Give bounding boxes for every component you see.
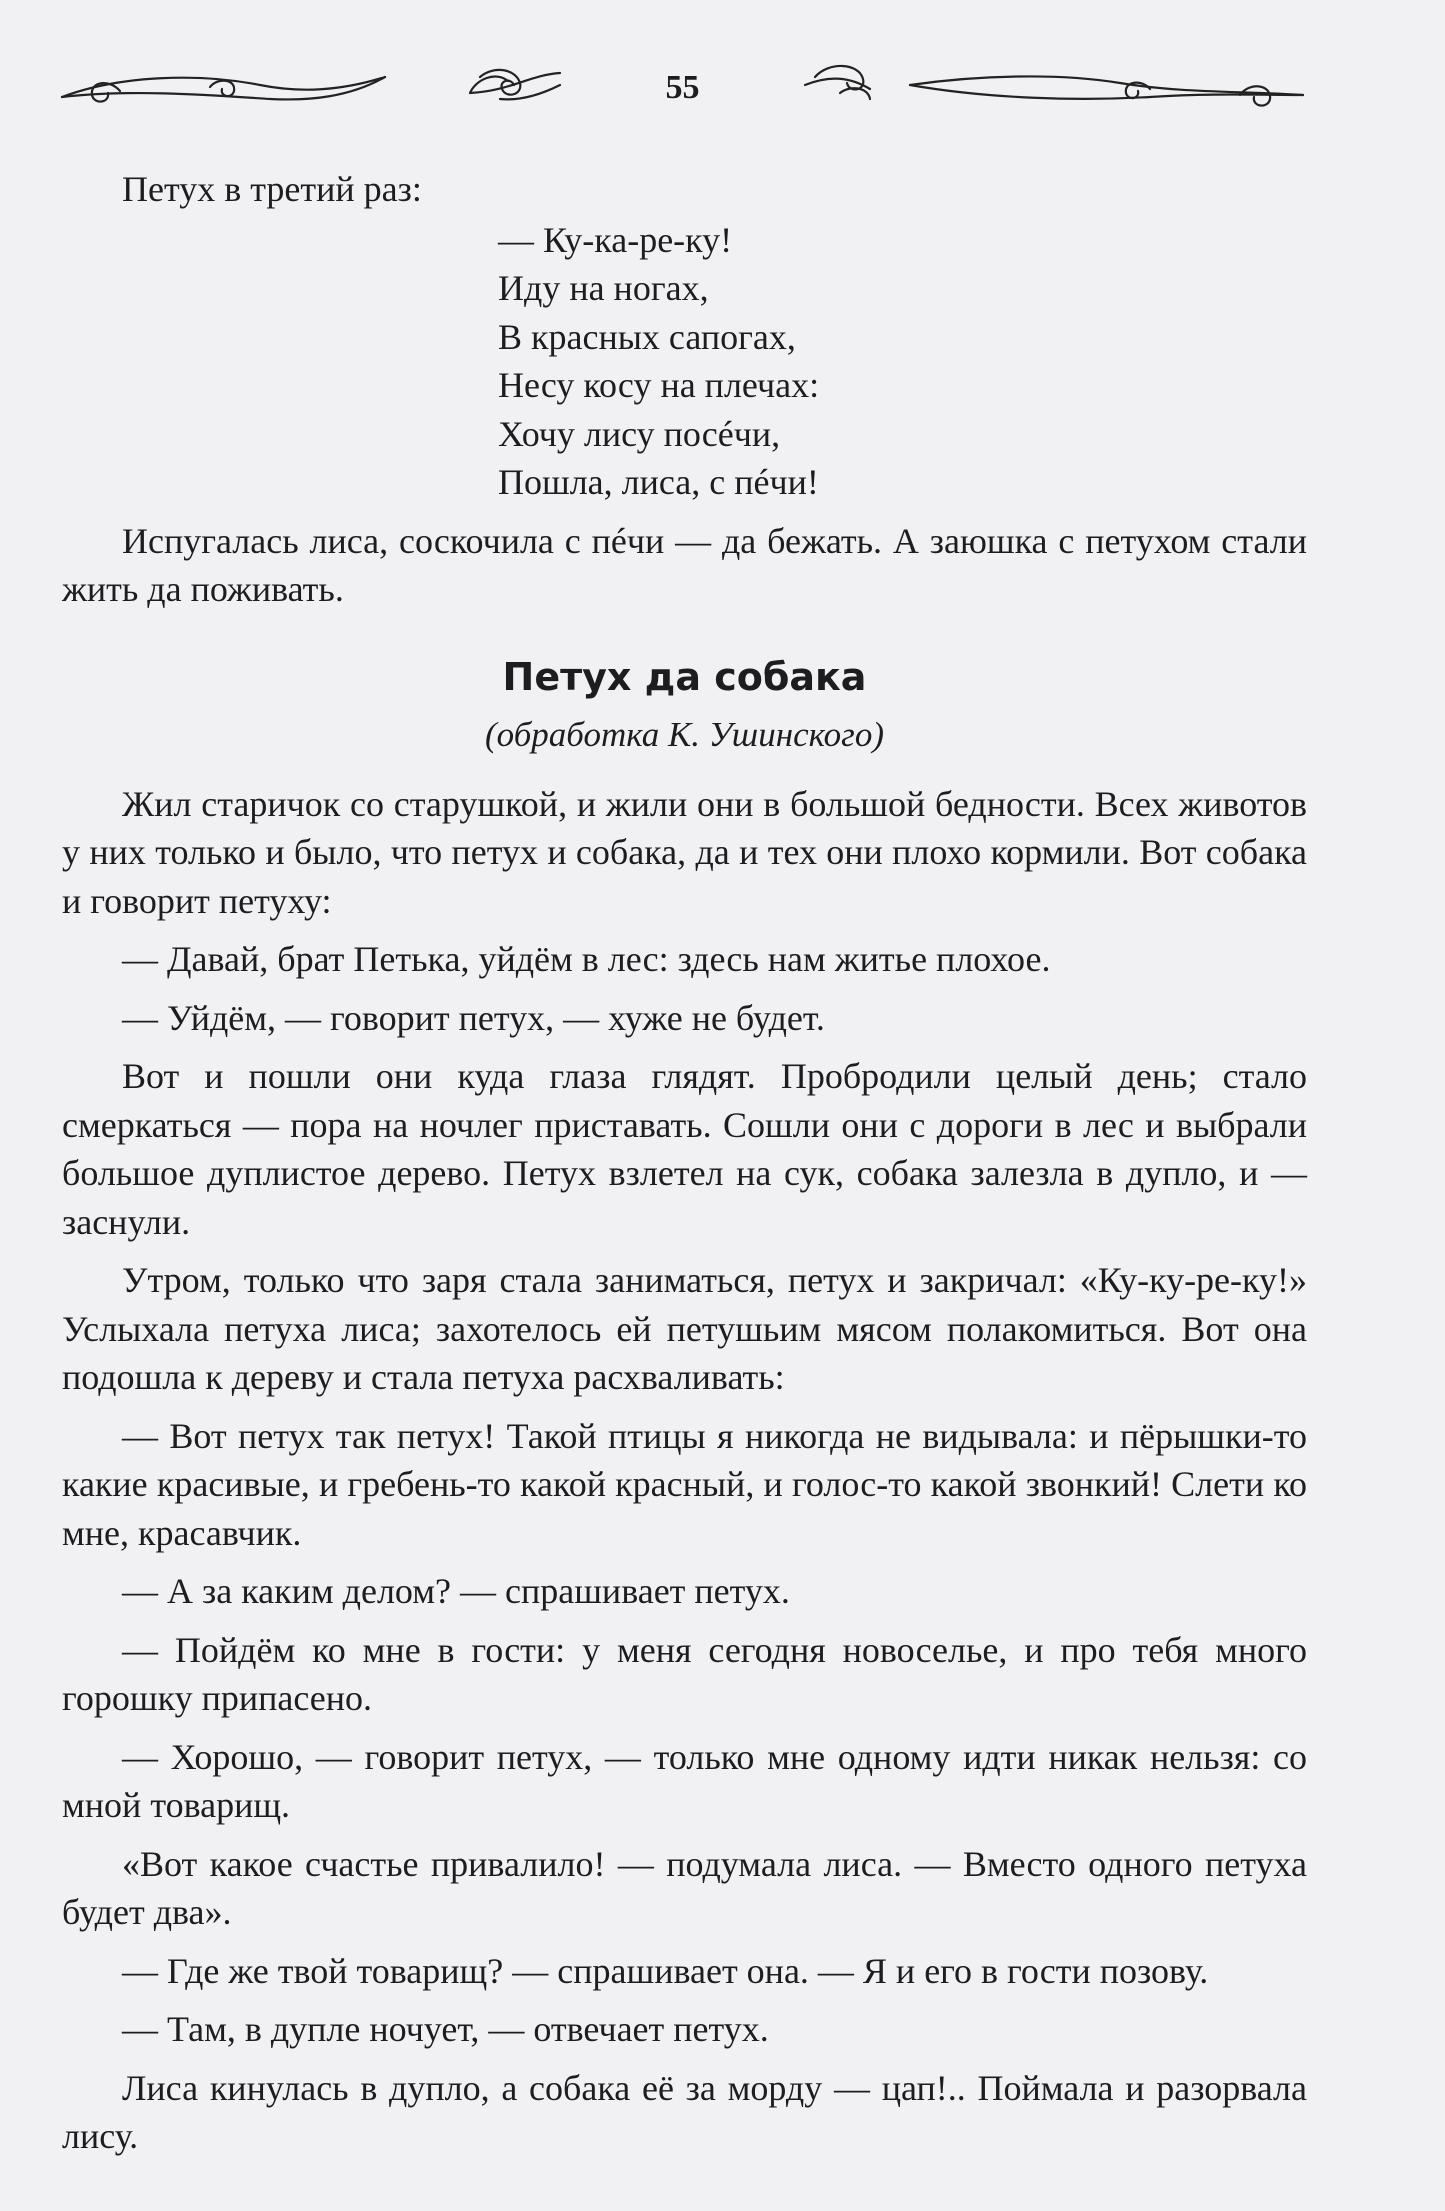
paragraph: — А за каким делом? — спрашивает петух. (122, 1571, 790, 1611)
story-subtitle: (обработка К. Ушинского) (485, 714, 884, 754)
story-title: Петух да собака (502, 654, 867, 699)
verse-line: Хочу лису посéчи, (498, 413, 781, 454)
verse-intro: Петух в третий раз: (122, 169, 422, 209)
verse-line: Иду на ногах, (498, 268, 709, 308)
paragraph: Утром, только что заря стала заниматься, петух и закричал: «Ку-ку-ре-ку!» Услыхала петуха лиса; захотелось ей петушьим мясом полакомиться. Вот она подошла к дереву и стала петуха расхваливать: (62, 1260, 1307, 1397)
paragraph: Жил старичок со старушкой, и жили они в большой бедности. Всех животов у них только и было, что петух и собака, да и тех они плохо кормили. Вот собака и говорит петуху: (62, 783, 1307, 921)
paragraph: — Пойдём ко мне в гости: у меня сегодня новоселье, и про тебя много горошку припасено. (62, 1629, 1307, 1718)
page-text (62, 165, 1307, 2171)
verse-line: — Ку-ка-ре-ку! (498, 219, 733, 260)
verse (62, 216, 1307, 507)
paragraph: Вот и пошли они куда глаза глядят. Пробродили целый день; стало смеркаться — пора на ночлег приставать. Сошли они с дороги в лес и выбрали большое дуплистое дерево. Петух взлетел на сук, собака залезла в дупло, и — заснули. (62, 1056, 1307, 1242)
verse-line: В красных сапогах, (498, 316, 796, 357)
paragraph: — Давай, брат Петька, уйдём в лес: здесь нам житье плохое. (122, 939, 1051, 979)
verse-line: Несу косу на плечах: (498, 365, 820, 405)
paragraph: — Там, в дупле ночует, — отвечает петух. (122, 2009, 769, 2049)
page-number: 55 (665, 69, 700, 106)
paragraph: «Вот какое счастье привалило! — подумала лиса. — Вместо одного петуха будет два». (62, 1843, 1307, 1932)
paragraph: Лиса кинулась в дупло, а собака её за морду — цап!.. Поймала и разорвала лису. (62, 2067, 1307, 2156)
paragraph: — Хорошо, — говорит петух, — только мне одному идти никак нельзя: со мной товарищ. (62, 1736, 1307, 1825)
paragraph: — Уйдём, — говорит петух, — хуже не будет. (122, 997, 825, 1038)
paragraph: — Вот петух так петух! Такой птицы я никогда не видывала: и пёрышки-то какие красивые, и гребень-то какой красный, и голос-то какой звонкий! Слети ко мне, красавчик. (62, 1415, 1307, 1553)
paragraph: Испугалась лиса, соскочила с пéчи — да бежать. А заюшка с петухом стали жить да поживать. (62, 520, 1307, 609)
paragraph: — Где же твой товарищ? — спрашивает она. — Я и его в гости позову. (122, 1950, 1209, 1991)
verse-line: Пошла, лиса, с пéчи! (498, 462, 819, 502)
page-header (60, 55, 1305, 125)
